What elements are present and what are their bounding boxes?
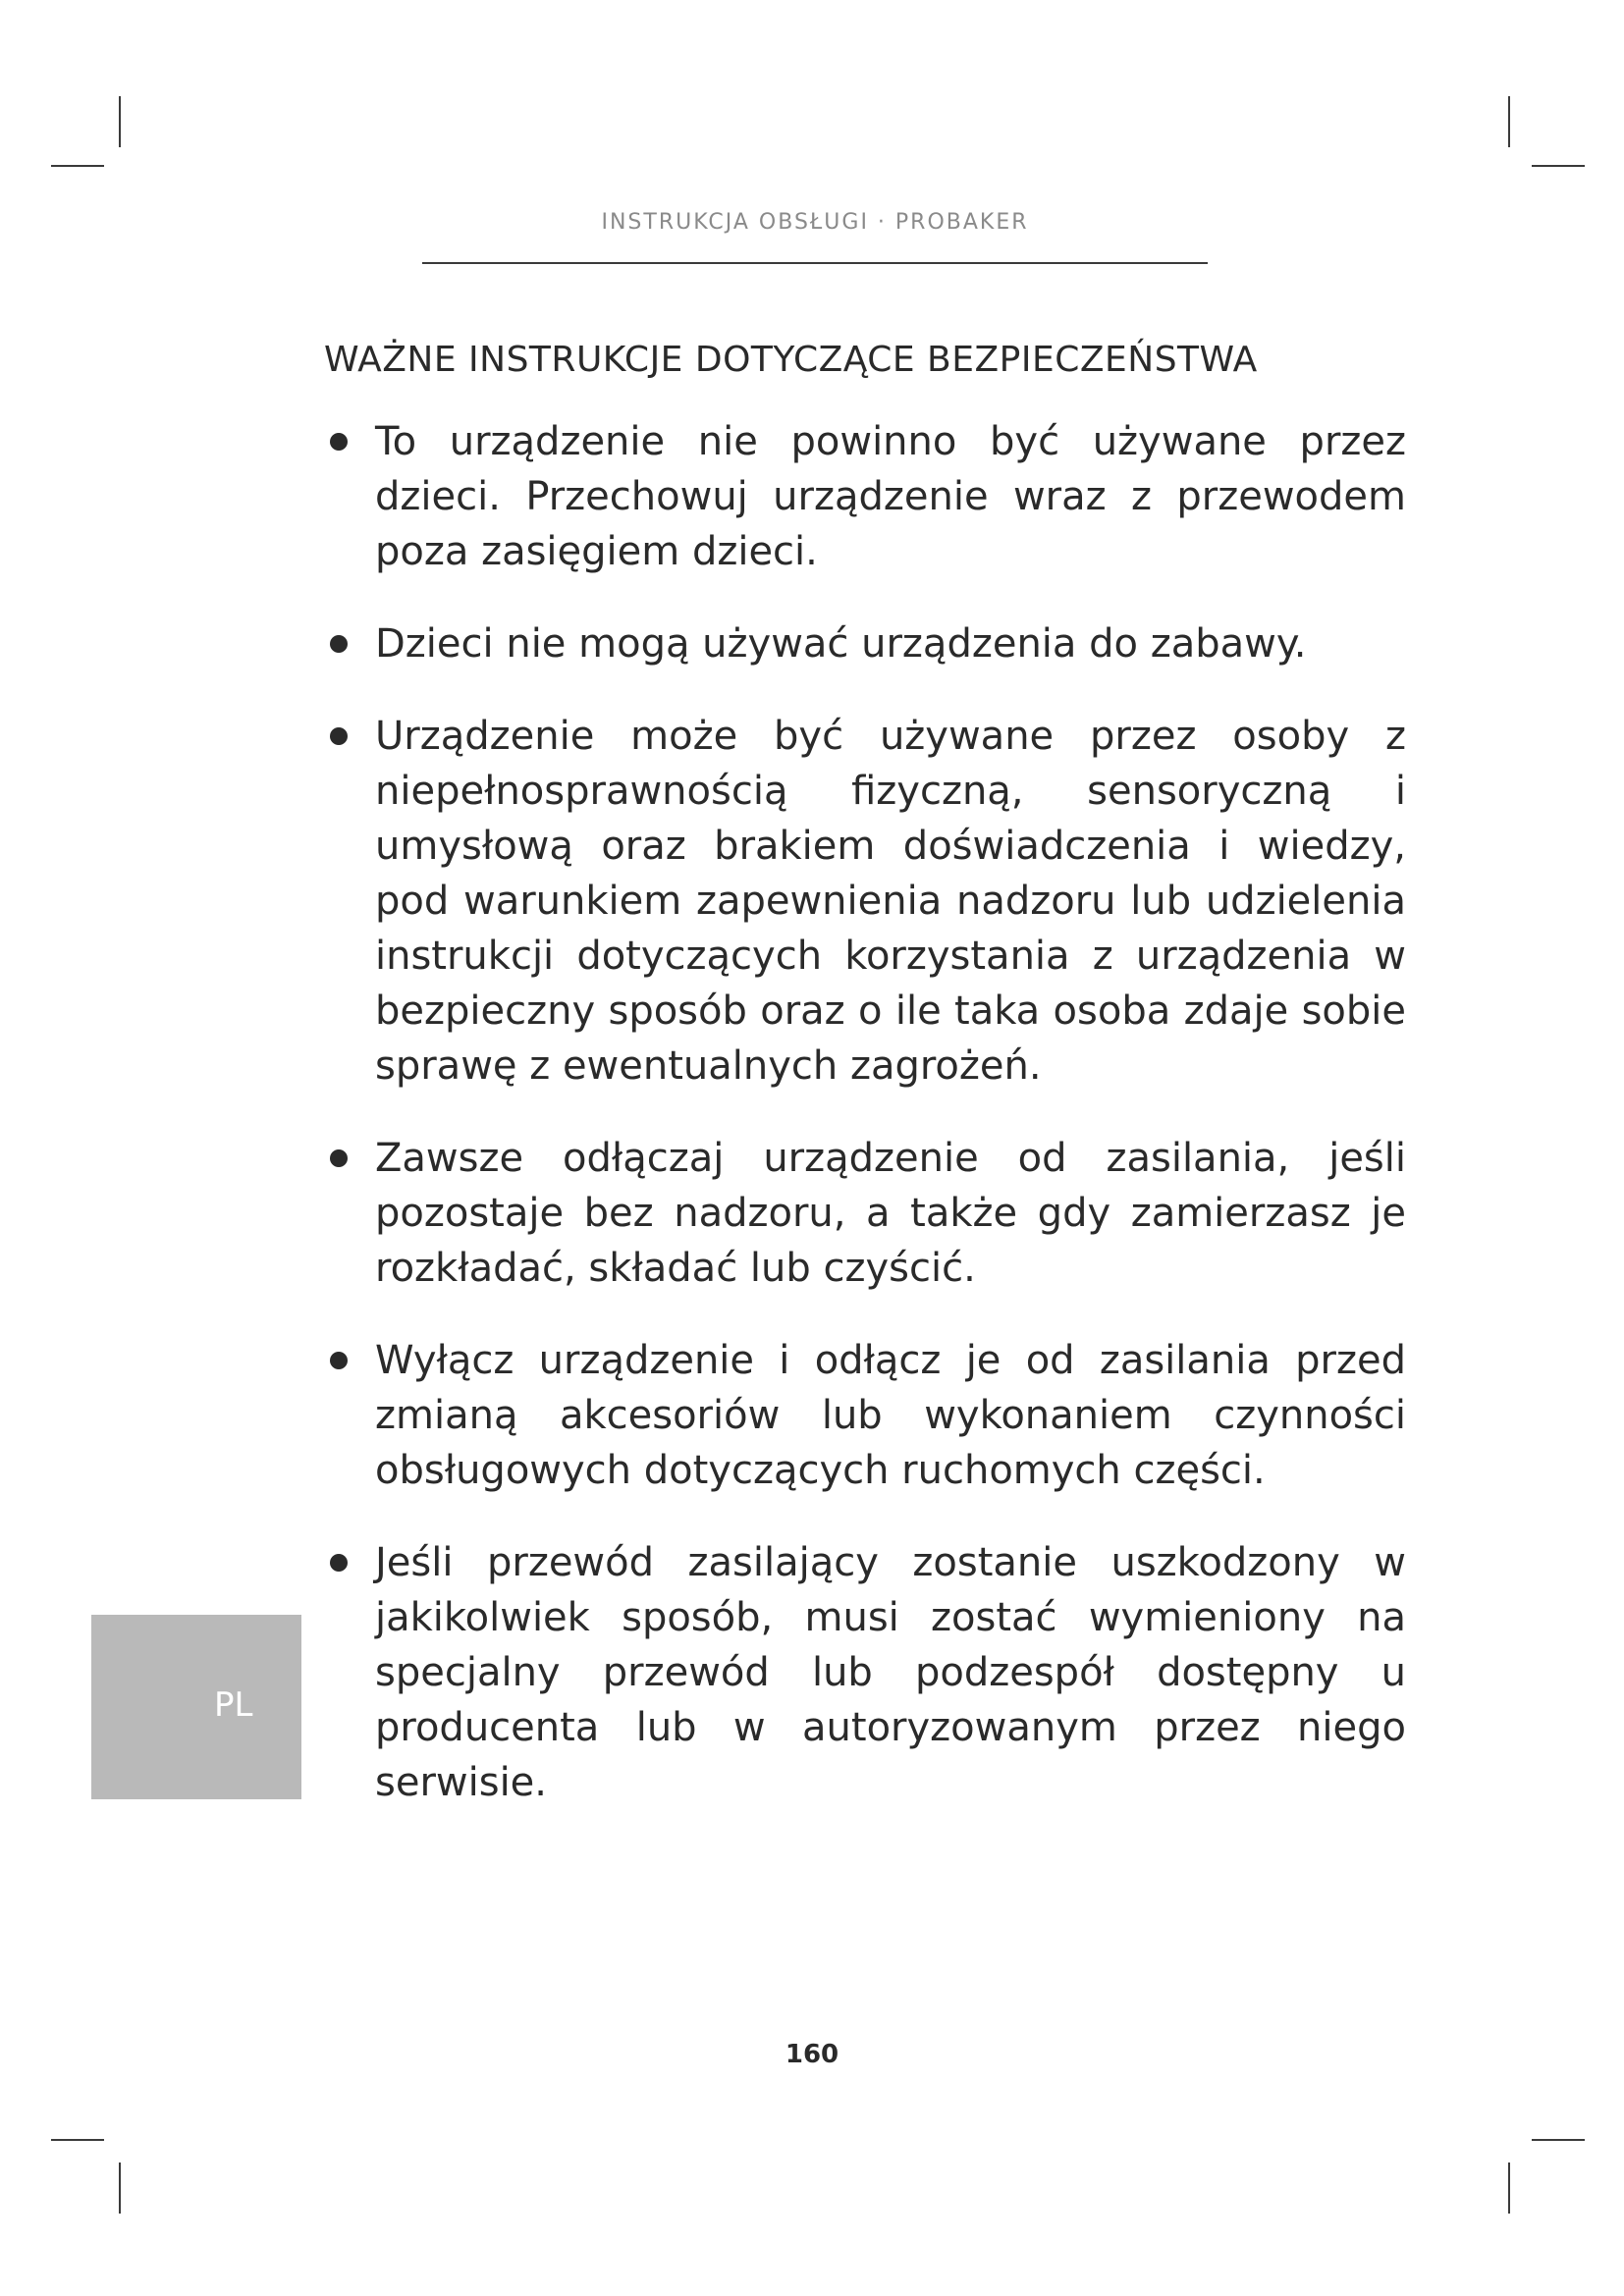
list-item <box>324 616 1406 671</box>
list-item-text: To urządzenie nie powinno być używane przez dzieci. Przechowuj urządzenie wraz z przewodem poza zasięgiem dzieci. <box>375 419 1406 574</box>
crop-mark-bottom-left-vertical <box>119 2163 121 2214</box>
list-item <box>324 414 1406 579</box>
list-item-text: Urządzenie może być używane przez osoby z niepełnosprawnością fizyczną, sensoryczną i umysłową oraz brakiem doświadczenia i wiedzy, pod warunkiem zapewnienia nadzoru lub udzielenia instrukcji dotyczących korzystania z urządzenia w bezpieczny sposób oraz o ile taka osoba zdaje sobie sprawę z ewentualnych zagrożeń. <box>375 714 1406 1089</box>
crop-mark-top-right-vertical <box>1508 96 1510 147</box>
list-item <box>324 1131 1406 1296</box>
list-item <box>324 1535 1406 1810</box>
bullet-icon <box>330 1352 348 1369</box>
list-item <box>324 709 1406 1094</box>
list-item-text: Jeśli przewód zasilający zostanie uszkodzony w jakikolwiek sposób, musi zostać wymieniony na specjalny przewód lub podzespół dostępny u producenta lub w autoryzowanym przez niego serwisie. <box>375 1540 1406 1805</box>
crop-mark-bottom-left-horizontal <box>51 2139 104 2141</box>
list-item-text: Dzieci nie mogą używać urządzenia do zabawy. <box>375 621 1307 667</box>
list-item <box>324 1333 1406 1498</box>
bullet-icon <box>330 1554 348 1572</box>
bullet-icon <box>330 1149 348 1167</box>
header-rule <box>422 262 1208 264</box>
crop-mark-bottom-right-vertical <box>1508 2163 1510 2214</box>
list-item-text: Wyłącz urządzenie i odłącz je od zasilania przed zmianą akcesoriów lub wykonaniem czynności obsługowych dotyczących ruchomych części. <box>375 1338 1406 1493</box>
list-item-text: Zawsze odłączaj urządzenie od zasilania, jeśli pozostaje bez nadzoru, a także gdy zamierzasz je rozkładać, składać lub czyścić. <box>375 1136 1406 1291</box>
bullet-icon <box>330 433 348 451</box>
safety-instructions-list <box>324 414 1406 1847</box>
crop-mark-top-left-vertical <box>119 96 121 147</box>
crop-mark-top-right-horizontal <box>1532 165 1585 167</box>
crop-mark-top-left-horizontal <box>51 165 104 167</box>
crop-mark-bottom-right-horizontal <box>1532 2139 1585 2141</box>
page-number: 160 <box>785 2040 839 2069</box>
bullet-icon <box>330 635 348 653</box>
language-tab-label: PL <box>214 1685 253 1725</box>
section-title: WAŻNE INSTRUKCJE DOTYCZĄCE BEZPIECZEŃSTWA <box>324 340 1258 380</box>
running-head: INSTRUKCJA OBSŁUGI · PROBAKER <box>601 210 1029 235</box>
language-tab <box>91 1615 301 1799</box>
bullet-icon <box>330 727 348 745</box>
